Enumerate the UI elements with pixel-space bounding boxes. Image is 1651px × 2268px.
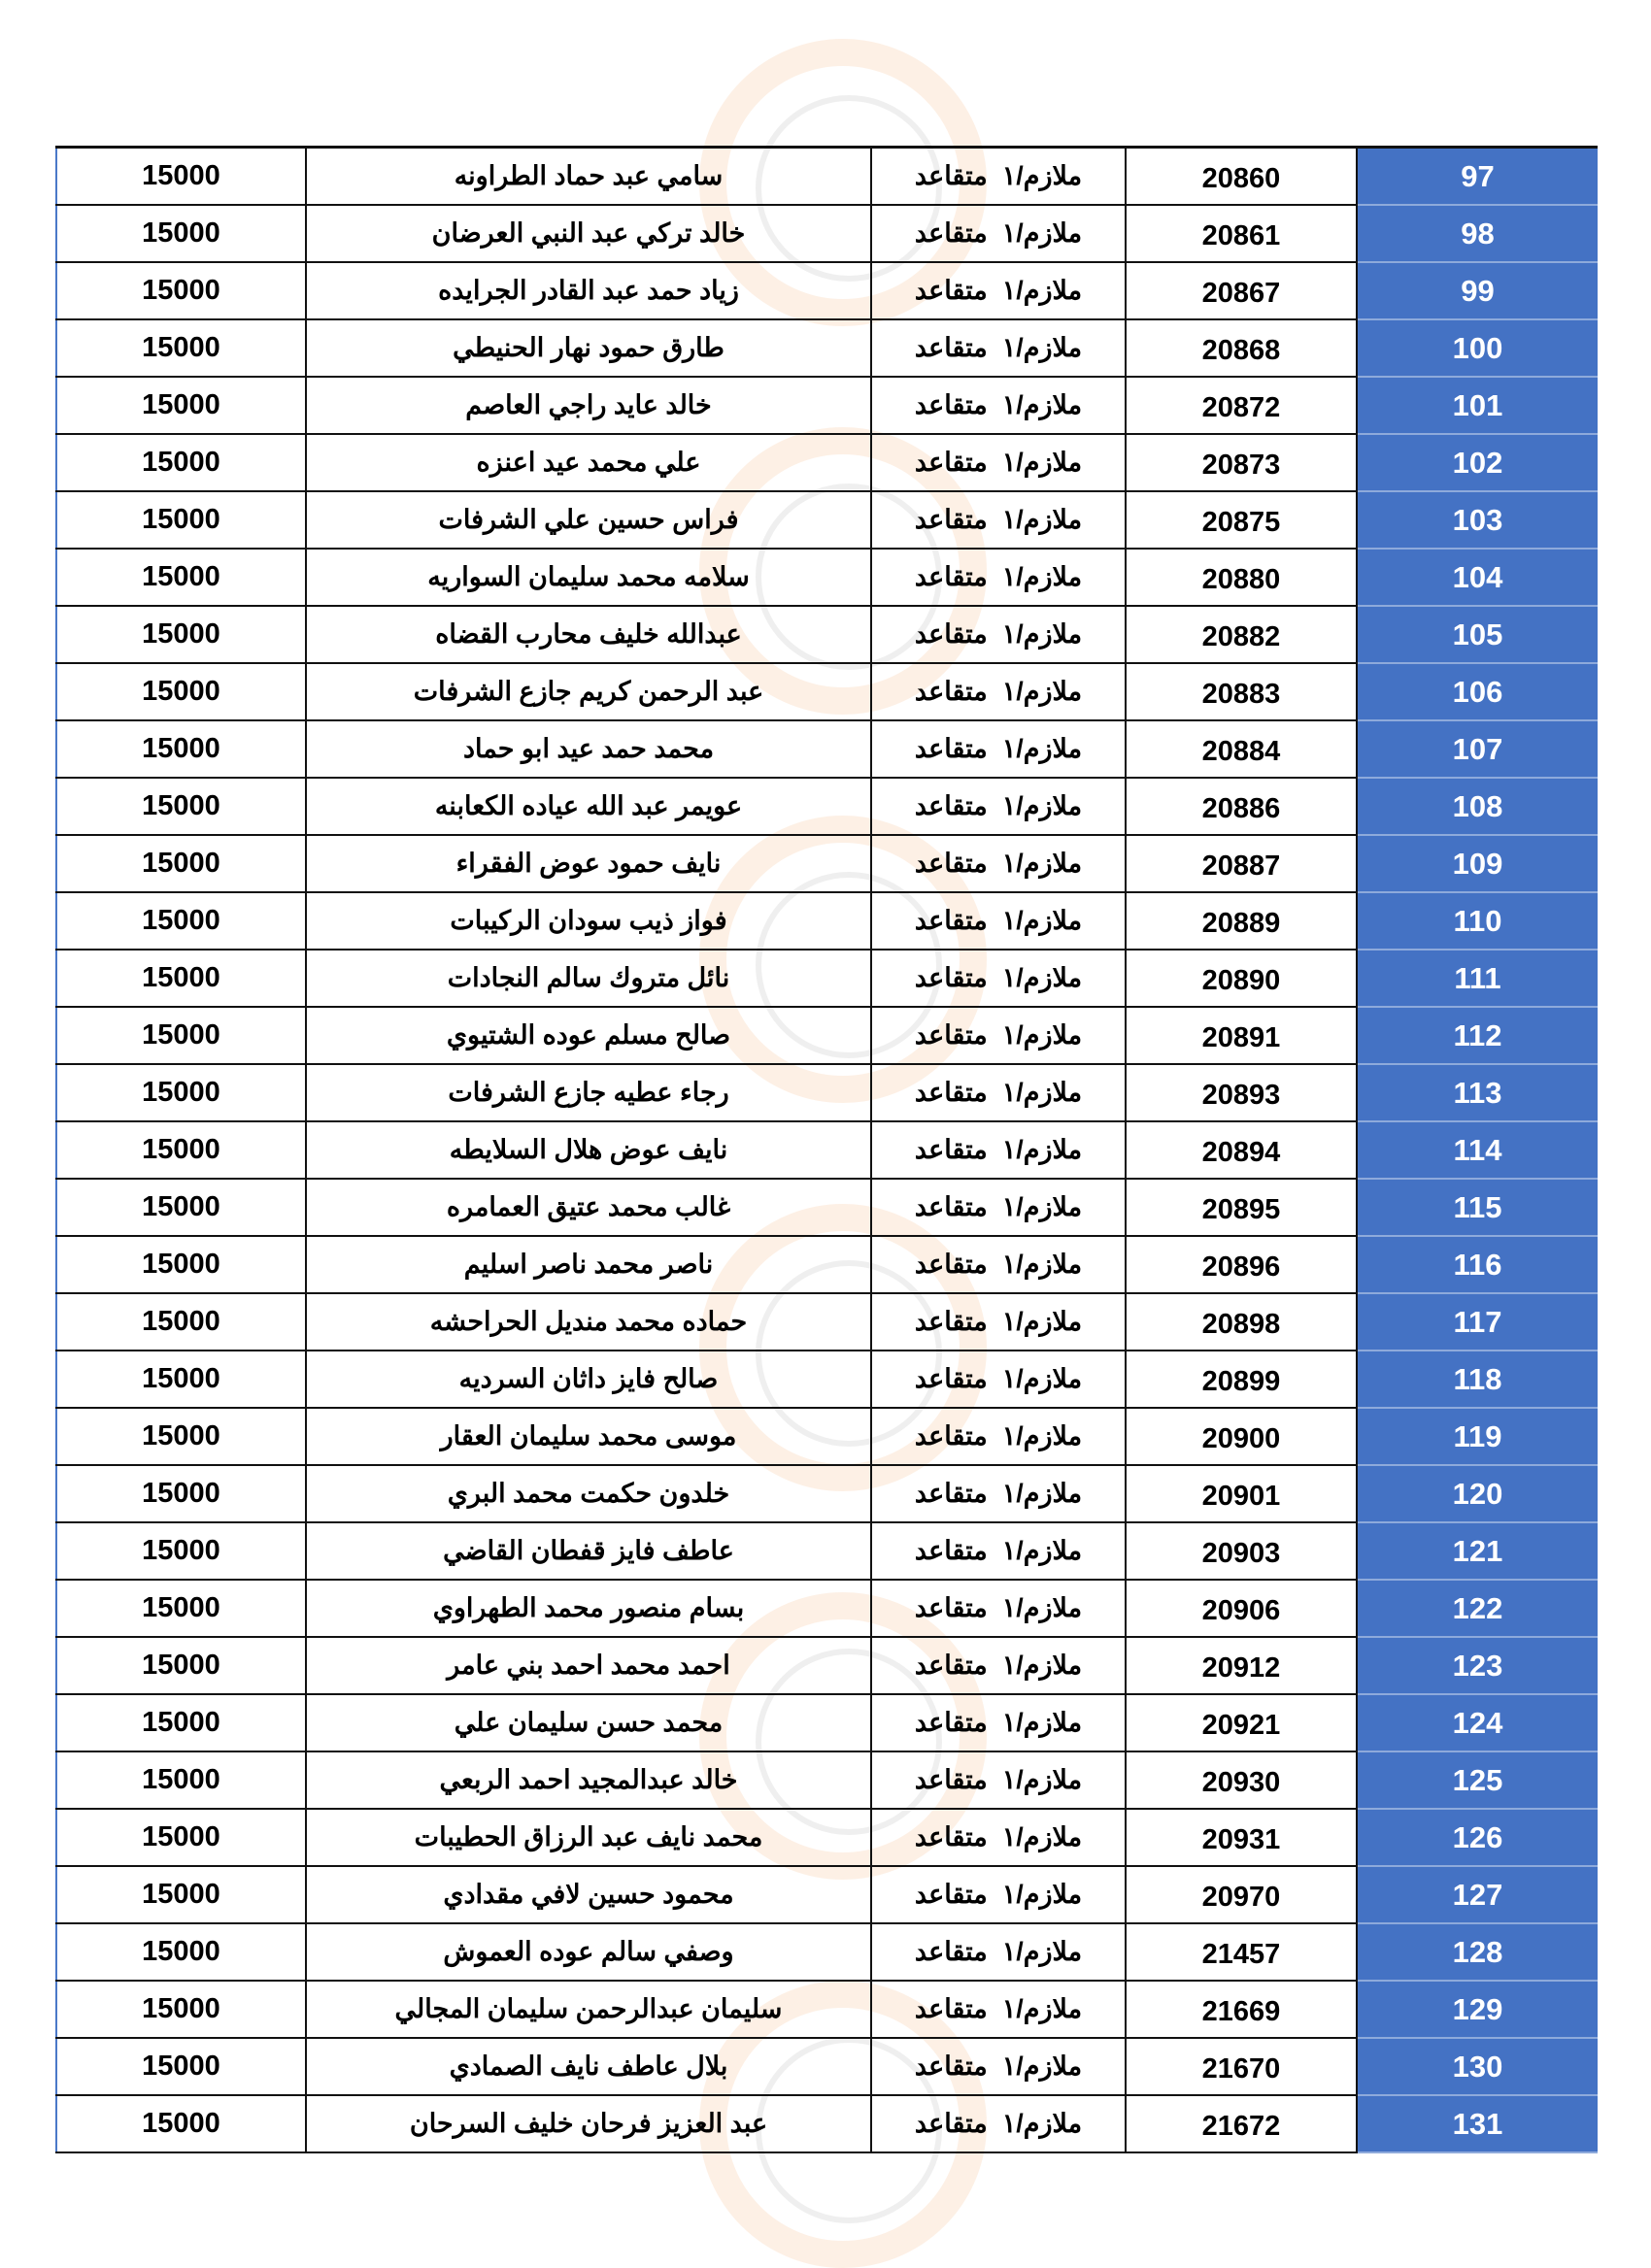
name-cell: غالب محمد عتيق العمامره: [306, 1179, 871, 1236]
military-number-cell: 21457: [1126, 1923, 1357, 1981]
name-cell: حماده محمد منديل الحراحشه: [306, 1293, 871, 1351]
amount-cell: 15000: [56, 1809, 306, 1866]
amount-cell: 15000: [56, 491, 306, 549]
rank-cell: [871, 1522, 1126, 1580]
rank-label: ملازم/١: [1001, 218, 1083, 248]
military-number-cell: 20886: [1126, 778, 1357, 835]
name-cell: محمد نايف عبد الرزاق الحطيبات: [306, 1809, 871, 1866]
table-row: [56, 1121, 1598, 1179]
amount-cell: 15000: [56, 434, 306, 491]
serial-number-cell: 104: [1357, 549, 1598, 606]
rank-cell: [871, 2038, 1126, 2095]
rank-cell: [871, 1465, 1126, 1522]
status-label: متقاعد: [914, 2109, 988, 2138]
military-number-cell: 20898: [1126, 1293, 1357, 1351]
name-cell: محمد حسن سليمان علي: [306, 1694, 871, 1751]
name-cell: علي محمد عيد اعنزه: [306, 434, 871, 491]
status-label: متقاعد: [914, 448, 988, 477]
name-cell: عويمر عبد الله عياده الكعابنه: [306, 778, 871, 835]
rank-label: ملازم/١: [1001, 1078, 1083, 1107]
serial-number-cell: 107: [1357, 720, 1598, 778]
status-label: متقاعد: [914, 1078, 988, 1107]
military-number-cell: 20896: [1126, 1236, 1357, 1293]
rank-label: ملازم/١: [1001, 734, 1083, 763]
status-label: متقاعد: [914, 1536, 988, 1565]
serial-number-cell: 127: [1357, 1866, 1598, 1923]
military-number-cell: 20906: [1126, 1580, 1357, 1637]
name-cell: فواز ذيب سودان الركيبات: [306, 892, 871, 950]
status-label: متقاعد: [914, 1307, 988, 1336]
amount-cell: 15000: [56, 1179, 306, 1236]
name-cell: زياد حمد عبد القادر الجرايده: [306, 262, 871, 319]
table-row: [56, 434, 1598, 491]
amount-cell: 15000: [56, 1866, 306, 1923]
status-label: متقاعد: [914, 963, 988, 992]
amount-cell: 15000: [56, 262, 306, 319]
military-number-cell: 20931: [1126, 1809, 1357, 1866]
amount-cell: 15000: [56, 1236, 306, 1293]
table-row: [56, 606, 1598, 663]
serial-number-cell: 126: [1357, 1809, 1598, 1866]
rank-cell: [871, 319, 1126, 377]
amount-cell: 15000: [56, 319, 306, 377]
name-cell: محمد حمد عيد ابو حماد: [306, 720, 871, 778]
status-label: متقاعد: [914, 619, 988, 649]
serial-number-cell: 129: [1357, 1981, 1598, 2038]
serial-number-cell: 108: [1357, 778, 1598, 835]
rank-label: ملازم/١: [1001, 1822, 1083, 1851]
rank-cell: [871, 1179, 1126, 1236]
amount-cell: 15000: [56, 1064, 306, 1121]
name-cell: سليمان عبدالرحمن سليمان المجالي: [306, 1981, 871, 2038]
rank-label: ملازم/١: [1001, 963, 1083, 992]
serial-number-cell: 116: [1357, 1236, 1598, 1293]
status-label: متقاعد: [914, 562, 988, 591]
status-label: متقاعد: [914, 1020, 988, 1050]
amount-cell: 15000: [56, 148, 306, 206]
rank-cell: [871, 434, 1126, 491]
serial-number-cell: 105: [1357, 606, 1598, 663]
name-cell: خلدون حكمت محمد البري: [306, 1465, 871, 1522]
rank-cell: [871, 1809, 1126, 1866]
status-label: متقاعد: [914, 218, 988, 248]
amount-cell: 15000: [56, 1293, 306, 1351]
serial-number-cell: 113: [1357, 1064, 1598, 1121]
serial-number-cell: 115: [1357, 1179, 1598, 1236]
amount-cell: 15000: [56, 1637, 306, 1694]
serial-number-cell: 123: [1357, 1637, 1598, 1694]
table-row: [56, 1351, 1598, 1408]
rank-label: ملازم/١: [1001, 791, 1083, 820]
military-number-cell: 20893: [1126, 1064, 1357, 1121]
table-row: [56, 148, 1598, 206]
table-row: [56, 377, 1598, 434]
name-cell: عبد الرحمن كريم جازع الشرفات: [306, 663, 871, 720]
rank-label: ملازم/١: [1001, 1192, 1083, 1221]
status-label: متقاعد: [914, 390, 988, 419]
amount-cell: 15000: [56, 1580, 306, 1637]
serial-number-cell: 97: [1357, 148, 1598, 206]
name-cell: نائل متروك سالم النجادات: [306, 950, 871, 1007]
rank-cell: [871, 491, 1126, 549]
military-number-cell: 20901: [1126, 1465, 1357, 1522]
amount-cell: 15000: [56, 205, 306, 262]
rank-cell: [871, 1293, 1126, 1351]
status-label: متقاعد: [914, 333, 988, 362]
serial-number-cell: 124: [1357, 1694, 1598, 1751]
status-label: متقاعد: [914, 791, 988, 820]
rank-label: ملازم/١: [1001, 1536, 1083, 1565]
name-cell: طارق حمود نهار الحنيطي: [306, 319, 871, 377]
rank-cell: [871, 1637, 1126, 1694]
serial-number-cell: 122: [1357, 1580, 1598, 1637]
rank-label: ملازم/١: [1001, 161, 1083, 190]
serial-number-cell: 119: [1357, 1408, 1598, 1465]
rank-label: ملازم/١: [1001, 1020, 1083, 1050]
serial-number-cell: 118: [1357, 1351, 1598, 1408]
table-row: [56, 2038, 1598, 2095]
table-row: [56, 892, 1598, 950]
military-number-cell: 20900: [1126, 1408, 1357, 1465]
military-number-cell: 20894: [1126, 1121, 1357, 1179]
amount-cell: 15000: [56, 835, 306, 892]
name-cell: احمد محمد احمد بني عامر: [306, 1637, 871, 1694]
military-number-cell: 21672: [1126, 2095, 1357, 2152]
name-cell: خالد عبدالمجيد احمد الربعي: [306, 1751, 871, 1809]
amount-cell: 15000: [56, 720, 306, 778]
table-row: [56, 491, 1598, 549]
serial-number-cell: 130: [1357, 2038, 1598, 2095]
rank-cell: [871, 1007, 1126, 1064]
rank-cell: [871, 549, 1126, 606]
name-cell: عبدالله خليف محارب القضاه: [306, 606, 871, 663]
serial-number-cell: 114: [1357, 1121, 1598, 1179]
name-cell: صالح فايز داثان السرديه: [306, 1351, 871, 1408]
status-label: متقاعد: [914, 1192, 988, 1221]
serial-number-cell: 120: [1357, 1465, 1598, 1522]
table-row: [56, 319, 1598, 377]
status-label: متقاعد: [914, 1651, 988, 1680]
name-cell: فراس حسين علي الشرفات: [306, 491, 871, 549]
military-number-cell: 20890: [1126, 950, 1357, 1007]
military-number-cell: 20887: [1126, 835, 1357, 892]
table-row: [56, 1923, 1598, 1981]
military-number-cell: 21669: [1126, 1981, 1357, 2038]
amount-cell: 15000: [56, 1751, 306, 1809]
status-label: متقاعد: [914, 276, 988, 305]
military-number-cell: 20867: [1126, 262, 1357, 319]
rank-cell: [871, 892, 1126, 950]
status-label: متقاعد: [914, 1765, 988, 1794]
table-row: [56, 1236, 1598, 1293]
military-number-cell: 20860: [1126, 148, 1357, 206]
name-cell: صالح مسلم عوده الشتيوي: [306, 1007, 871, 1064]
status-label: متقاعد: [914, 1994, 988, 2023]
rank-label: ملازم/١: [1001, 2051, 1083, 2081]
status-label: متقاعد: [914, 677, 988, 706]
rank-cell: [871, 720, 1126, 778]
table-row: [56, 205, 1598, 262]
table-row: [56, 1522, 1598, 1580]
serial-number-cell: 131: [1357, 2095, 1598, 2152]
military-number-cell: 20883: [1126, 663, 1357, 720]
table-row: [56, 1981, 1598, 2038]
amount-cell: 15000: [56, 950, 306, 1007]
amount-cell: 15000: [56, 606, 306, 663]
table-row: [56, 720, 1598, 778]
amount-cell: 15000: [56, 892, 306, 950]
amount-cell: 15000: [56, 778, 306, 835]
serial-number-cell: 102: [1357, 434, 1598, 491]
military-number-cell: 20930: [1126, 1751, 1357, 1809]
table-row: [56, 663, 1598, 720]
military-number-cell: 20889: [1126, 892, 1357, 950]
serial-number-cell: 110: [1357, 892, 1598, 950]
table-row: [56, 1751, 1598, 1809]
rank-label: ملازم/١: [1001, 390, 1083, 419]
rank-cell: [871, 1866, 1126, 1923]
status-label: متقاعد: [914, 906, 988, 935]
amount-cell: 15000: [56, 1121, 306, 1179]
status-label: متقاعد: [914, 1880, 988, 1909]
serial-number-cell: 98: [1357, 205, 1598, 262]
name-cell: خالد عايد راجي العاصم: [306, 377, 871, 434]
military-number-cell: 21670: [1126, 2038, 1357, 2095]
rank-cell: [871, 1981, 1126, 2038]
name-cell: عاطف فايز قفطان القاضي: [306, 1522, 871, 1580]
amount-cell: 15000: [56, 549, 306, 606]
rank-cell: [871, 778, 1126, 835]
amount-cell: 15000: [56, 1007, 306, 1064]
rank-label: ملازم/١: [1001, 1307, 1083, 1336]
amount-cell: 15000: [56, 1351, 306, 1408]
serial-number-cell: 101: [1357, 377, 1598, 434]
name-cell: سامي عبد حماد الطراونه: [306, 148, 871, 206]
status-label: متقاعد: [914, 505, 988, 534]
rank-cell: [871, 1236, 1126, 1293]
rank-cell: [871, 1351, 1126, 1408]
rank-cell: [871, 2095, 1126, 2152]
name-cell: بلال عاطف نايف الصمادي: [306, 2038, 871, 2095]
rank-cell: [871, 606, 1126, 663]
amount-cell: 15000: [56, 2095, 306, 2152]
amount-cell: 15000: [56, 1923, 306, 1981]
serial-number-cell: 100: [1357, 319, 1598, 377]
table-row: [56, 835, 1598, 892]
military-number-cell: 20872: [1126, 377, 1357, 434]
rank-label: ملازم/١: [1001, 333, 1083, 362]
amount-cell: 15000: [56, 1408, 306, 1465]
military-number-cell: 20884: [1126, 720, 1357, 778]
table-row: [56, 1580, 1598, 1637]
rank-label: ملازم/١: [1001, 1765, 1083, 1794]
rank-cell: [871, 1923, 1126, 1981]
rank-cell: [871, 377, 1126, 434]
name-cell: رجاء عطيه جازع الشرفات: [306, 1064, 871, 1121]
serial-number-cell: 121: [1357, 1522, 1598, 1580]
amount-cell: 15000: [56, 1694, 306, 1751]
serial-number-cell: 112: [1357, 1007, 1598, 1064]
table-row: [56, 950, 1598, 1007]
military-number-cell: 20903: [1126, 1522, 1357, 1580]
serial-number-cell: 125: [1357, 1751, 1598, 1809]
rank-cell: [871, 1121, 1126, 1179]
status-label: متقاعد: [914, 1364, 988, 1393]
serial-number-cell: 111: [1357, 950, 1598, 1007]
rank-label: ملازم/١: [1001, 1880, 1083, 1909]
rank-label: ملازم/١: [1001, 619, 1083, 649]
amount-cell: 15000: [56, 2038, 306, 2095]
rank-cell: [871, 1751, 1126, 1809]
amount-cell: 15000: [56, 377, 306, 434]
status-label: متقاعد: [914, 849, 988, 878]
rank-cell: [871, 262, 1126, 319]
table-row: [56, 1007, 1598, 1064]
status-label: متقاعد: [914, 2051, 988, 2081]
rank-label: ملازم/١: [1001, 505, 1083, 534]
table-body: [56, 148, 1598, 2153]
rank-cell: [871, 1408, 1126, 1465]
status-label: متقاعد: [914, 1593, 988, 1622]
table-row: [56, 1179, 1598, 1236]
rank-label: ملازم/١: [1001, 1593, 1083, 1622]
rank-label: ملازم/١: [1001, 849, 1083, 878]
rank-cell: [871, 1694, 1126, 1751]
table-row: [56, 778, 1598, 835]
status-label: متقاعد: [914, 1135, 988, 1164]
rank-cell: [871, 1064, 1126, 1121]
amount-cell: 15000: [56, 1981, 306, 2038]
table-row: [56, 2095, 1598, 2152]
status-label: متقاعد: [914, 734, 988, 763]
military-number-cell: 20861: [1126, 205, 1357, 262]
status-label: متقاعد: [914, 161, 988, 190]
status-label: متقاعد: [914, 1479, 988, 1508]
name-cell: ناصر محمد ناصر اسليم: [306, 1236, 871, 1293]
rank-label: ملازم/١: [1001, 1937, 1083, 1966]
rank-cell: [871, 1580, 1126, 1637]
military-number-cell: 20891: [1126, 1007, 1357, 1064]
rank-label: ملازم/١: [1001, 448, 1083, 477]
military-number-cell: 20921: [1126, 1694, 1357, 1751]
rank-label: ملازم/١: [1001, 276, 1083, 305]
amount-cell: 15000: [56, 1522, 306, 1580]
military-number-cell: 20895: [1126, 1179, 1357, 1236]
military-number-cell: 20899: [1126, 1351, 1357, 1408]
status-label: متقاعد: [914, 1937, 988, 1966]
table-row: [56, 1866, 1598, 1923]
table-row: [56, 1408, 1598, 1465]
military-number-cell: 20868: [1126, 319, 1357, 377]
name-cell: نايف عوض هلال السلايطه: [306, 1121, 871, 1179]
table-row: [56, 1637, 1598, 1694]
status-label: متقاعد: [914, 1421, 988, 1451]
table-row: [56, 262, 1598, 319]
name-cell: بسام منصور محمد الطهراوي: [306, 1580, 871, 1637]
name-cell: خالد تركي عبد النبي العرضان: [306, 205, 871, 262]
rank-label: ملازم/١: [1001, 562, 1083, 591]
serial-number-cell: 109: [1357, 835, 1598, 892]
rank-label: ملازم/١: [1001, 2109, 1083, 2138]
name-cell: وصفي سالم عوده العموش: [306, 1923, 871, 1981]
amount-cell: 15000: [56, 1465, 306, 1522]
military-number-cell: 20882: [1126, 606, 1357, 663]
rank-label: ملازم/١: [1001, 906, 1083, 935]
table-row: [56, 1293, 1598, 1351]
rank-label: ملازم/١: [1001, 1994, 1083, 2023]
rank-label: ملازم/١: [1001, 1651, 1083, 1680]
rank-cell: [871, 148, 1126, 206]
serial-number-cell: 128: [1357, 1923, 1598, 1981]
rank-label: ملازم/١: [1001, 1708, 1083, 1737]
status-label: متقاعد: [914, 1708, 988, 1737]
table-row: [56, 1064, 1598, 1121]
name-cell: عبد العزيز فرحان خليف السرحان: [306, 2095, 871, 2152]
serial-number-cell: 99: [1357, 262, 1598, 319]
status-label: متقاعد: [914, 1250, 988, 1279]
rank-cell: [871, 205, 1126, 262]
name-cell: نايف حمود عوض الفقراء: [306, 835, 871, 892]
name-cell: محمود حسين لافي مقدادي: [306, 1866, 871, 1923]
rank-label: ملازم/١: [1001, 1135, 1083, 1164]
military-number-cell: 20970: [1126, 1866, 1357, 1923]
rank-label: ملازم/١: [1001, 1250, 1083, 1279]
personnel-table: [55, 146, 1598, 2153]
rank-cell: [871, 950, 1126, 1007]
serial-number-cell: 117: [1357, 1293, 1598, 1351]
rank-cell: [871, 663, 1126, 720]
status-label: متقاعد: [914, 1822, 988, 1851]
name-cell: موسى محمد سليمان العقار: [306, 1408, 871, 1465]
military-number-cell: 20875: [1126, 491, 1357, 549]
rank-label: ملازم/١: [1001, 1364, 1083, 1393]
table-row: [56, 1694, 1598, 1751]
military-number-cell: 20873: [1126, 434, 1357, 491]
rank-label: ملازم/١: [1001, 1421, 1083, 1451]
table-row: [56, 1465, 1598, 1522]
amount-cell: 15000: [56, 663, 306, 720]
table-row: [56, 549, 1598, 606]
rank-label: ملازم/١: [1001, 1479, 1083, 1508]
table-row: [56, 1809, 1598, 1866]
military-number-cell: 20912: [1126, 1637, 1357, 1694]
rank-cell: [871, 835, 1126, 892]
serial-number-cell: 106: [1357, 663, 1598, 720]
military-number-cell: 20880: [1126, 549, 1357, 606]
rank-label: ملازم/١: [1001, 677, 1083, 706]
name-cell: سلامه محمد سليمان السواريه: [306, 549, 871, 606]
serial-number-cell: 103: [1357, 491, 1598, 549]
